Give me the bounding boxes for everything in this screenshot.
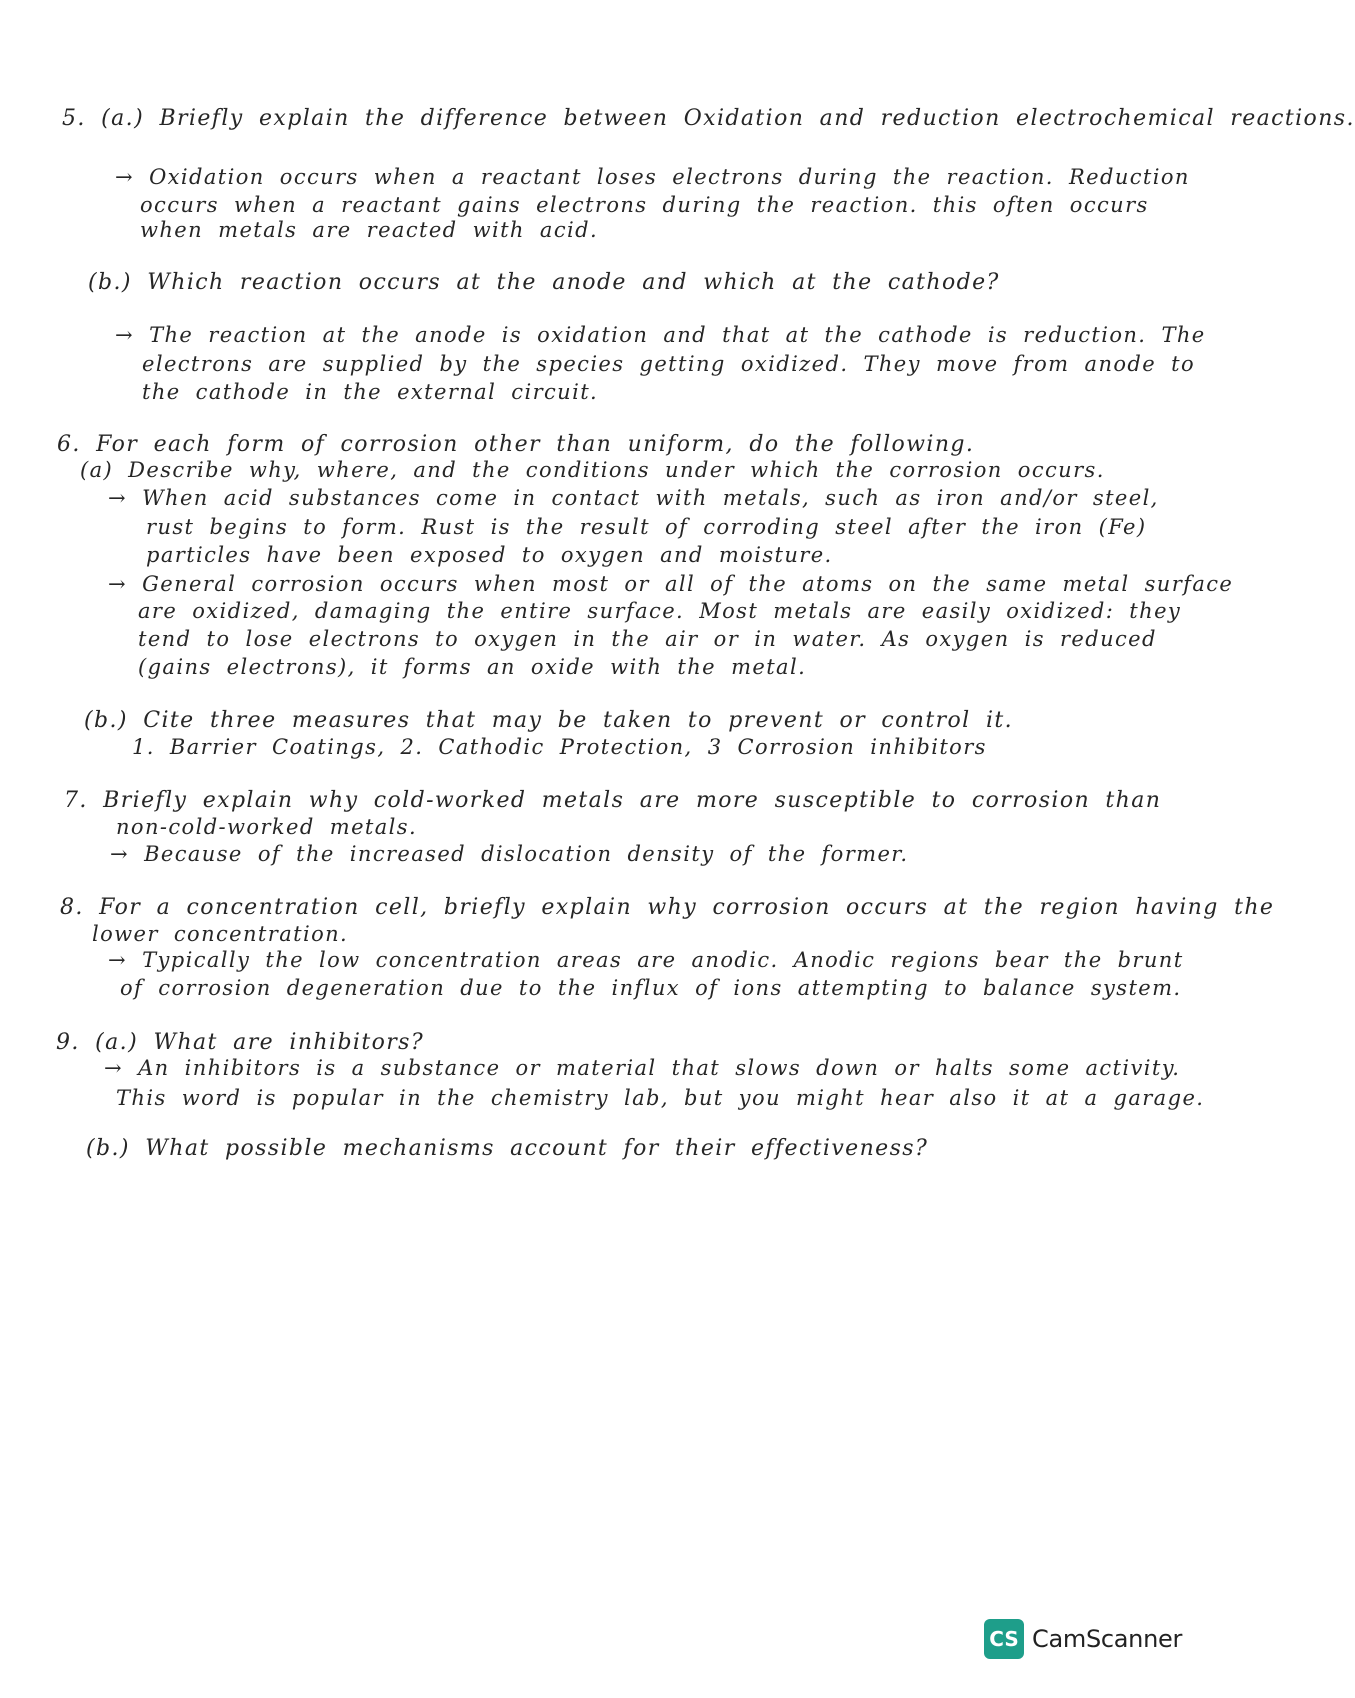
question-5b: (b.) Which reaction occurs at the anode and which at the cathode? [88,270,1000,295]
answer-line: occurs when a reactant gains electrons during the reaction. this often occurs [140,193,1149,217]
answer-line: → Typically the low concentration areas are anodic. Anodic regions bear the brunt [108,948,1184,972]
question-8-cont: lower concentration. [92,922,349,946]
answer-line: of corrosion degeneration due to the influx of ions attempting to balance system. [120,976,1182,1000]
question-8: 8. For a concentration cell, briefly explain why corrosion occurs at the region having the [60,895,1275,920]
answer-line: → When acid substances come in contact with metals, such as iron and/or steel, [108,486,1159,510]
answer-line: → An inhibitors is a substance or material that slows down or halts some activity. [104,1056,1181,1080]
answer-line: → Oxidation occurs when a reactant loses electrons during the reaction. Reduction [115,165,1190,189]
answer-line: → Because of the increased dislocation density of the former. [110,842,909,866]
question-6b: (b.) Cite three measures that may be taken to prevent or control it. [84,708,1014,733]
answer-line: 1. Barrier Coatings, 2. Cathodic Protection, 3 Corrosion inhibitors [132,735,987,759]
answer-line: → General corrosion occurs when most or all of the atoms on the same metal surface [108,572,1234,596]
answer-line: rust begins to form. Rust is the result of corroding steel after the iron (Fe) [146,515,1147,539]
question-7-cont: non-cold-worked metals. [116,815,418,839]
answer-line: particles have been exposed to oxygen and moisture. [146,543,833,567]
camscanner-brand: CamScanner [1032,1625,1183,1653]
answer-line: tend to lose electrons to oxygen in the air or in water. As oxygen is reduced [138,627,1157,651]
question-6a: (a) Describe why, where, and the conditions under which the corrosion occurs. [80,458,1105,482]
question-9b: (b.) What possible mechanisms account for their effectiveness? [86,1136,929,1161]
question-5a: 5. (a.) Briefly explain the difference between Oxidation and reduction electrochemical reactions. [62,106,1355,131]
answer-line: electrons are supplied by the species getting oxidized. They move from anode to [142,352,1196,376]
answer-line: the cathode in the external circuit. [142,380,599,404]
answer-line: → The reaction at the anode is oxidation and that at the cathode is reduction. The [115,323,1206,347]
answer-line: are oxidized, damaging the entire surface. Most metals are easily oxidized: they [138,599,1182,623]
camscanner-logo-icon: CS [984,1619,1024,1659]
camscanner-watermark [984,1619,1182,1659]
question-7: 7. Briefly explain why cold-worked metals are more susceptible to corrosion than [64,788,1162,813]
answer-line: when metals are reacted with acid. [140,218,599,242]
question-6: 6. For each form of corrosion other than uniform, do the following. [57,432,975,457]
question-9a: 9. (a.) What are inhibitors? [56,1030,425,1055]
answer-line: (gains electrons), it forms an oxide with the metal. [138,655,807,679]
answer-line: This word is popular in the chemistry lab, but you might hear also it at a garage. [116,1086,1205,1110]
